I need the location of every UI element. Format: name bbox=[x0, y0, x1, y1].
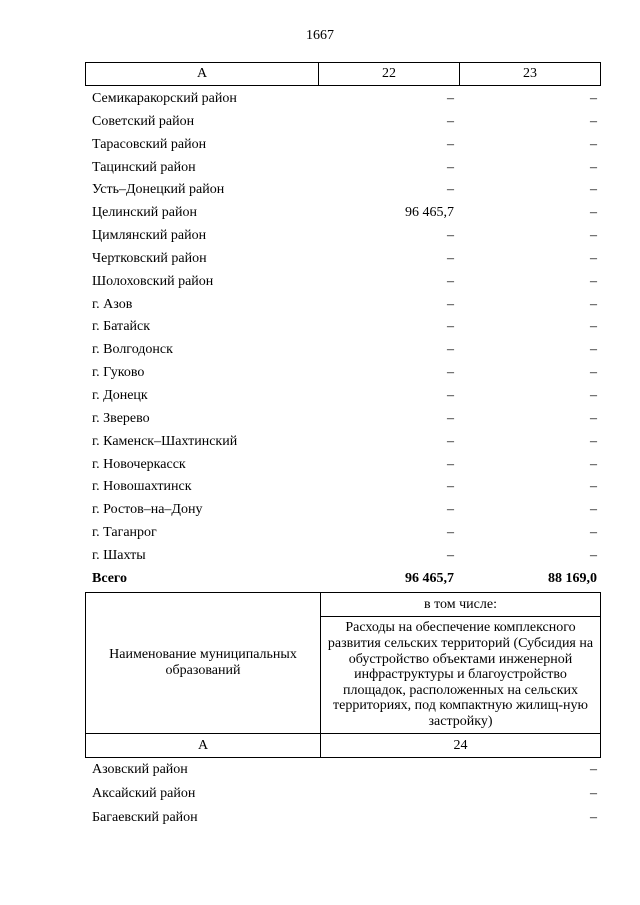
row-name: Цимлянский район bbox=[92, 228, 207, 244]
row-name: г. Новочеркасск bbox=[92, 456, 186, 472]
table-row bbox=[0, 807, 640, 831]
table-row bbox=[0, 225, 640, 248]
row-value-22: – bbox=[447, 365, 454, 381]
table-row bbox=[0, 88, 640, 111]
row-name: Багаевский район bbox=[92, 810, 198, 825]
row-value-22: – bbox=[447, 502, 454, 518]
row-name: г. Батайск bbox=[92, 319, 151, 335]
row-value-22: – bbox=[447, 273, 454, 289]
table-row bbox=[0, 408, 640, 431]
row-name: г. Шахты bbox=[92, 547, 146, 563]
row-value-22: – bbox=[447, 113, 454, 129]
row-value-23: – bbox=[590, 342, 597, 358]
column-index-row bbox=[86, 733, 600, 758]
row-name: Усть–Донецкий район bbox=[92, 182, 225, 198]
table-row bbox=[0, 157, 640, 180]
row-value-22: – bbox=[447, 387, 454, 403]
table1-body bbox=[0, 88, 640, 591]
table-row bbox=[0, 362, 640, 385]
row-value-23: – bbox=[590, 228, 597, 244]
row-name: Шолоховский район bbox=[92, 273, 214, 289]
row-value-22: – bbox=[447, 479, 454, 495]
table-row bbox=[0, 316, 640, 339]
row-value-22: – bbox=[447, 342, 454, 358]
row-value-24: – bbox=[590, 810, 597, 825]
header-col-23: 23 bbox=[523, 66, 537, 81]
table-row bbox=[0, 134, 640, 157]
row-value-23: – bbox=[590, 91, 597, 106]
row-value-22: – bbox=[447, 319, 454, 335]
total-row bbox=[0, 568, 640, 591]
row-value-24: – bbox=[590, 786, 597, 801]
row-name: Советский район bbox=[92, 113, 195, 129]
name-header: Наименование муниципальных образований bbox=[86, 593, 321, 733]
row-name: г. Донецк bbox=[92, 387, 148, 403]
row-value-23: – bbox=[590, 502, 597, 518]
table-row bbox=[0, 499, 640, 522]
row-value-22: – bbox=[447, 159, 454, 175]
col-24-label: 24 bbox=[453, 738, 468, 753]
table-row bbox=[0, 248, 640, 271]
including-header: в том числе: bbox=[321, 593, 600, 617]
row-name: г. Зверево bbox=[92, 410, 150, 426]
row-name: г. Гуково bbox=[92, 365, 145, 381]
row-value-23: – bbox=[590, 205, 597, 221]
table1-header bbox=[85, 62, 601, 86]
row-name: г. Волгодонск bbox=[92, 342, 173, 358]
header-col-a: А bbox=[86, 63, 319, 85]
row-name: Семикаракорский район bbox=[92, 91, 237, 106]
table-row bbox=[0, 545, 640, 568]
row-value-22: – bbox=[447, 525, 454, 541]
table-row bbox=[0, 202, 640, 225]
row-value-22: – bbox=[447, 296, 454, 312]
table-row bbox=[0, 476, 640, 499]
row-value-22: – bbox=[447, 433, 454, 449]
row-name: Тарасовский район bbox=[92, 136, 207, 152]
row-value-23: – bbox=[590, 410, 597, 426]
table-row bbox=[0, 431, 640, 454]
table-row bbox=[0, 522, 640, 545]
row-name: г. Ростов–на–Дону bbox=[92, 502, 203, 518]
row-value-22: – bbox=[447, 410, 454, 426]
row-name: Чертковский район bbox=[92, 250, 207, 266]
table2-body bbox=[0, 759, 640, 831]
row-name: г. Новошахтинск bbox=[92, 479, 192, 495]
row-name: Тацинский район bbox=[92, 159, 196, 175]
row-value-23: – bbox=[590, 433, 597, 449]
table-row bbox=[0, 111, 640, 134]
row-value-23: – bbox=[590, 273, 597, 289]
row-value-22: – bbox=[447, 91, 454, 106]
page-number: 1667 bbox=[306, 28, 334, 43]
row-name: Азовский район bbox=[92, 762, 188, 777]
row-value-23: – bbox=[590, 319, 597, 335]
table2-header bbox=[85, 592, 601, 758]
row-value-23: – bbox=[590, 296, 597, 312]
row-value-22: – bbox=[447, 456, 454, 472]
row-value-22: – bbox=[447, 182, 454, 198]
row-value-23: – bbox=[590, 479, 597, 495]
table-row bbox=[0, 783, 640, 807]
table-row bbox=[0, 454, 640, 477]
table-row bbox=[0, 385, 640, 408]
row-value-24: – bbox=[590, 762, 597, 777]
column-description: Расходы на обеспечение комплексного развития сельских территорий (Субсидия на обустройство объектами инженерной инфраструктуры и благоустройство площадок, расположенных на сельских территориях, под компактную жилищ-ную застройку) bbox=[327, 620, 594, 729]
table-row bbox=[0, 294, 640, 317]
row-name: г. Азов bbox=[92, 296, 133, 312]
row-name: г. Каменск–Шахтинский bbox=[92, 433, 238, 449]
row-value-23: – bbox=[590, 136, 597, 152]
row-value-22: – bbox=[447, 136, 454, 152]
col-a-label: А bbox=[86, 734, 321, 758]
row-value-23: – bbox=[590, 456, 597, 472]
row-value-22: – bbox=[447, 547, 454, 563]
table-row bbox=[0, 339, 640, 362]
row-value-23: – bbox=[590, 159, 597, 175]
row-value-23: – bbox=[590, 387, 597, 403]
total-value-23: 88 169,0 bbox=[548, 570, 597, 586]
row-value-23: – bbox=[590, 250, 597, 266]
row-value-23: – bbox=[590, 365, 597, 381]
table-row bbox=[0, 179, 640, 202]
row-value-22: – bbox=[447, 228, 454, 244]
row-name: Целинский район bbox=[92, 205, 197, 221]
row-name: г. Таганрог bbox=[92, 525, 157, 541]
total-value-22: 96 465,7 bbox=[405, 570, 454, 586]
table-row bbox=[0, 759, 640, 783]
row-value-23: – bbox=[590, 525, 597, 541]
row-value-23: – bbox=[590, 182, 597, 198]
row-name: Аксайский район bbox=[92, 786, 196, 801]
header-col-22: 22 bbox=[319, 63, 460, 85]
row-value-23: – bbox=[590, 547, 597, 563]
row-value-22: 96 465,7 bbox=[405, 205, 454, 221]
row-value-22: – bbox=[447, 250, 454, 266]
row-value-23: – bbox=[590, 113, 597, 129]
total-label: Всего bbox=[92, 570, 127, 586]
table-row bbox=[0, 271, 640, 294]
